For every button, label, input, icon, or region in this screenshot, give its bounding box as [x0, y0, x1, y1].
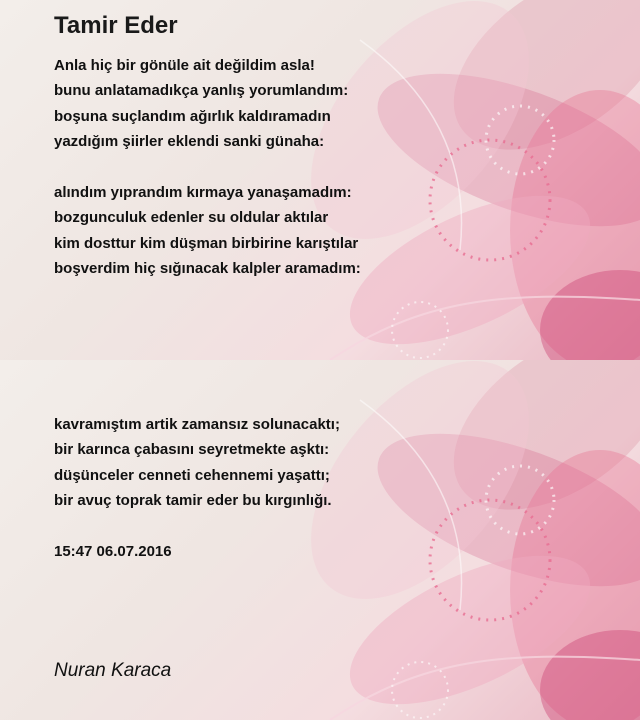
- poem-line: kim dosttur kim düşman birbirine karıştılar: [54, 234, 359, 252]
- poem-line: Anla hiç bir gönüle ait değildim asla!: [54, 57, 315, 74]
- poem-line: yazdığım şiirler eklendi sanki günaha:: [54, 132, 325, 150]
- poem-author: Nuran Karaca: [54, 660, 172, 681]
- poem-line: boşuna suçlandım ağırlık kaldıramadın: [54, 107, 331, 125]
- poem-stanza-2: [54, 180, 361, 281]
- poem-line: bir karınca çabasını seyretmekte aşktı:: [54, 441, 330, 459]
- poem-line: bozgunculuk edenler su oldular aktılar: [54, 209, 329, 227]
- poem-timestamp: 15:47 06.07.2016: [54, 543, 172, 560]
- poem-line: bunu anlatamadıkça yanlış yorumlandım:: [54, 82, 349, 100]
- poem-title: Tamir Eder: [54, 12, 178, 39]
- poem-line: boşverdim hiç sığınacak kalpler aramadım:: [54, 259, 361, 277]
- poem-line: kavramıştım artik zamansız solunacaktı;: [54, 416, 340, 433]
- poem-line: alındım yıprandım kırmaya yanaşamadım:: [54, 184, 352, 201]
- poem-stanza-1: [54, 53, 348, 154]
- poem-line: düşünceler cenneti cehennemi yaşattı;: [54, 466, 330, 484]
- poem-stanza-3: [54, 412, 340, 513]
- poem-line: bir avuç toprak tamir eder bu kırgınlığı.: [54, 491, 332, 509]
